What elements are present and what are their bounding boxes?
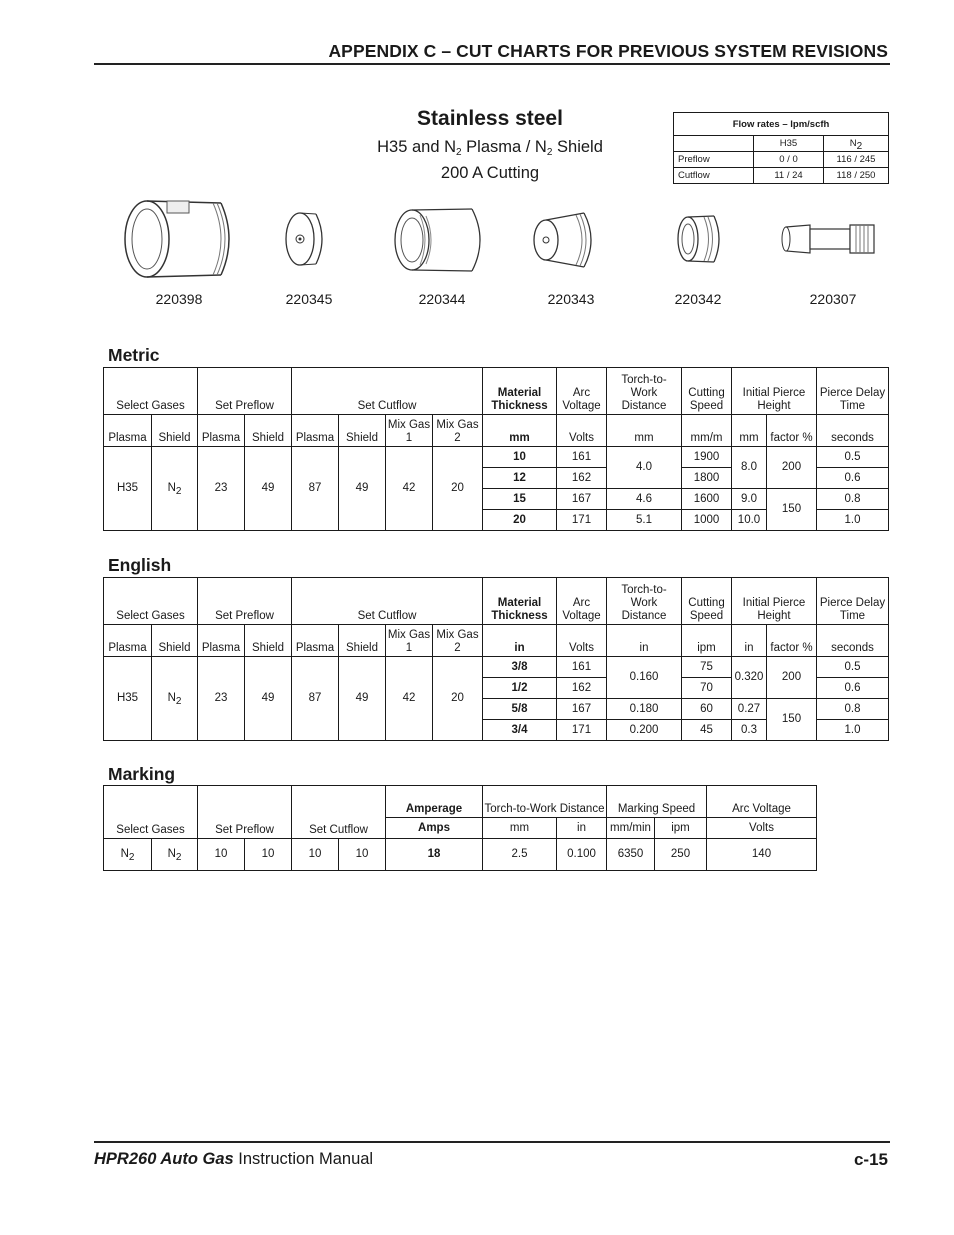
metric-header-row-2: Plasma Shield Plasma Shield Plasma Shield Mix Gas 1 Mix Gas 2 mm Volts mm mm/m mm factor % seconds	[104, 415, 889, 447]
section-heading-english: English	[108, 555, 172, 575]
page-number: c-15	[853, 1150, 888, 1169]
header-rule	[94, 63, 890, 65]
chart-title: Stainless steel	[417, 107, 563, 130]
flow-row-cutflow: Cutflow 11 / 24 118 / 250	[674, 168, 889, 184]
section-heading-marking: Marking	[108, 764, 176, 784]
swirl-ring-part-illustration	[670, 208, 730, 270]
shield-cap-part-illustration	[280, 208, 335, 270]
table-row: 3/4 171 0.200 45 0.3 1.0	[104, 720, 889, 741]
table-row: 5/8 167 0.180 60 0.27 150 0.8	[104, 699, 889, 720]
shield-part-illustration	[117, 195, 245, 283]
part-number: 220343	[547, 291, 595, 307]
part-number: 220344	[418, 291, 466, 307]
flow-rates-title: Flow rates – lpm/scfh	[674, 113, 889, 136]
part-number: 220345	[285, 291, 333, 307]
flow-col-n2: $N_2$	[824, 136, 889, 152]
page-header-title: APPENDIX C – CUT CHARTS FOR PREVIOUS SYSTEM REVISIONS	[328, 41, 888, 61]
metric-cut-chart-table	[103, 367, 889, 531]
chart-subtitle-gases: H35 and $N_2$ Plasma / $N_2$ Shield	[377, 138, 603, 158]
flow-col-h35: H35	[754, 136, 824, 152]
chart-subtitle-amperage: 200 A Cutting	[440, 164, 540, 182]
retaining-cap-part-illustration	[390, 203, 495, 277]
english-header-row-1: Select Gases Set Preflow Set Cutflow Material Thickness Arc Voltage Torch-to- Work Distance Cutting Speed Initial Pierce Height Pierce Delay Time	[104, 578, 889, 625]
english-cut-chart-table	[103, 577, 889, 741]
flow-row-preflow: Preflow 0 / 0 116 / 245	[674, 152, 889, 168]
table-row: 15 167 4.6 1600 9.0 150 0.8	[104, 489, 889, 510]
table-row: 1/2 162 70 0.6	[104, 678, 889, 699]
part-number: 220398	[155, 291, 203, 307]
table-row: $N_2$ $N_2$ 10 10 10 10 18 2.5 0.100 6350 250 140	[104, 839, 817, 871]
part-number: 220307	[809, 291, 857, 307]
english-header-row-2: Plasma Shield Plasma Shield Plasma Shield Mix Gas 1 Mix Gas 2 in Volts in ipm in factor % seconds	[104, 625, 889, 657]
metric-header-row-1: Select Gases Set Preflow Set Cutflow Material Thickness Arc Voltage Torch-to- Work Distance Cutting Speed Initial Pierce Height Pierce Delay Time	[104, 368, 889, 415]
table-row: 12 162 1800 0.6	[104, 468, 889, 489]
section-heading-metric: Metric	[108, 345, 160, 365]
flow-rates-table	[673, 112, 889, 184]
table-row: 20 171 5.1 1000 10.0 1.0	[104, 510, 889, 531]
flow-rates-header-row	[674, 136, 889, 152]
marking-chart-table: Select Gases Set Preflow Set Cutflow Amperage Torch-to-Work Distance Marking Speed Arc Voltage Amps mm in mm/min ipm Volts $N_2$ $N_2$ 10 10 10 10 18 2.5 0.100 6350 250 140	[103, 785, 817, 871]
footer-rule	[94, 1141, 890, 1143]
footer-manual-title: HPR260 Auto Gas Instruction Manual	[94, 1150, 374, 1168]
part-number: 220342	[674, 291, 722, 307]
table-row: H35 $N_2$ 23 49 87 49 42 20 10 161 4.0 1900 8.0 200 0.5	[104, 447, 889, 468]
table-row: H35 $N_2$ 23 49 87 49 42 20 3/8 161 0.160 75 0.320 200 0.5	[104, 657, 889, 678]
nozzle-part-illustration	[528, 208, 610, 272]
electrode-part-illustration	[780, 219, 880, 259]
